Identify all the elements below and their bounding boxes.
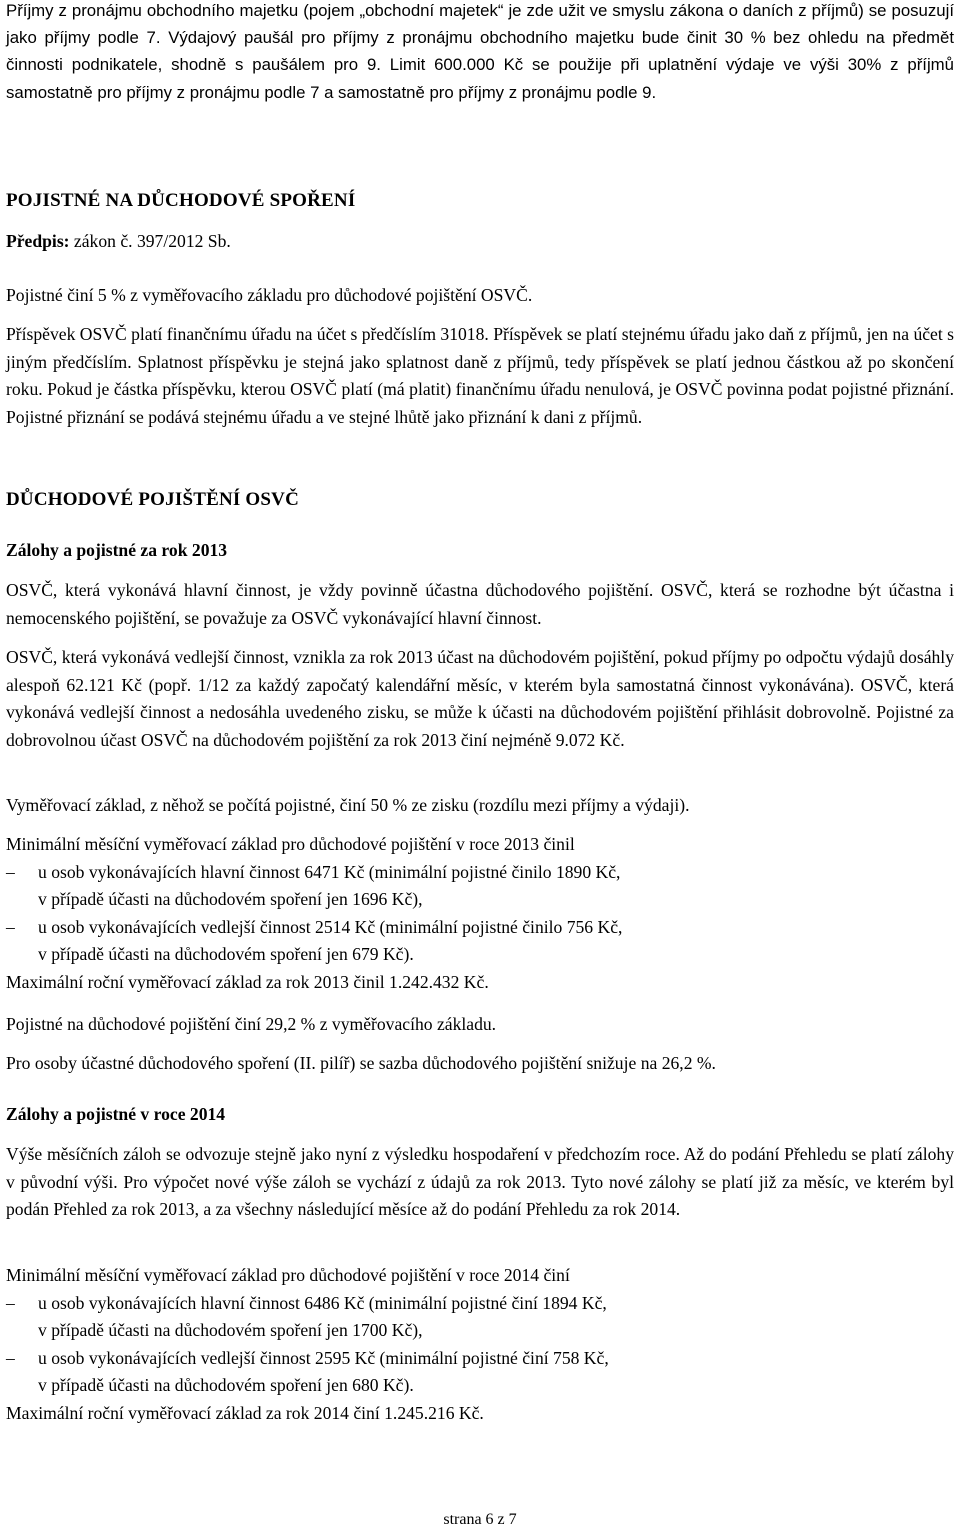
section2-paragraph-3: Vyměřovací základ, z něhož se počítá pojistné, činí 50 % ze zisku (rozdílu mezi příjmy a výdaji). xyxy=(6,795,690,815)
list-item-line: u osob vykonávajících hlavní činnost 6471 Kč (minimální pojistné činilo 1890 Kč, xyxy=(38,861,621,882)
page-number: strana 6 z 7 xyxy=(443,1511,517,1528)
predpis-value: zákon č. 397/2012 Sb. xyxy=(69,231,231,251)
rate-reduced-paragraph: Pro osoby účastné důchodového spoření (II. pilíř) se sazba důchodového pojištění snižuje na 26,2 %. xyxy=(6,1053,716,1073)
minimum-2013-block xyxy=(6,831,954,996)
maximum-2013: Maximální roční vyměřovací základ za rok 2013 činil 1.242.432 Kč. xyxy=(6,971,489,992)
list-item-line: u osob vykonávajících vedlejší činnost 2514 Kč (minimální pojistné činilo 756 Kč, xyxy=(38,916,623,937)
minimum-2014-block xyxy=(6,1262,954,1427)
list-item-line: v případě účasti na důchodovém spoření jen 1700 Kč), xyxy=(38,1320,423,1340)
section1-heading: POJISTNÉ NA DŮCHODOVÉ SPOŘENÍ xyxy=(6,190,356,211)
minimum-2013-intro: Minimální měsíční vyměřovací základ pro důchodové pojištění v roce 2013 činil xyxy=(6,834,575,854)
intro-paragraph: Příjmy z pronájmu obchodního majetku (pojem „obchodní majetek“ je zde užit ve smyslu zákona o daních z příjmů) se posuzují jako příjmy podle 7. Výdajový paušál pro příjmy z pronájmu obchodního majetku bude činit 30 % bez ohledu na předmět činnosti podnikatele, shodně s paušálem pro 9. Limit 600.000 Kč se použije při uplatnění výdaje ve výši 30% z příjmů samostatně pro příjmy z pronájmu podle 7 a samostatně pro příjmy z pronájmu podle 9. xyxy=(6,1,954,102)
list-item-line: v případě účasti na důchodovém spoření jen 1696 Kč), xyxy=(38,889,423,909)
list-item-line: v případě účasti na důchodovém spoření jen 679 Kč). xyxy=(38,944,414,964)
predpis-line xyxy=(6,228,231,256)
dash-bullet: – xyxy=(6,861,15,882)
predpis-label: Předpis: xyxy=(6,231,70,251)
list-item-line: u osob vykonávajících hlavní činnost 6486 Kč (minimální pojistné činí 1894 Kč, xyxy=(38,1292,607,1313)
list-item-line: v případě účasti na důchodovém spoření jen 680 Kč). xyxy=(38,1375,414,1395)
dash-bullet: – xyxy=(6,1292,15,1313)
list-item xyxy=(6,1345,954,1400)
list-item xyxy=(6,1290,954,1345)
maximum-2014: Maximální roční vyměřovací základ za rok 2014 činí 1.245.216 Kč. xyxy=(6,1402,484,1423)
list-item-line: u osob vykonávajících vedlejší činnost 2595 Kč (minimální pojistné činí 758 Kč, xyxy=(38,1347,609,1368)
rate-paragraph: Pojistné na důchodové pojištění činí 29,2 % z vyměřovacího základu. xyxy=(6,1014,497,1034)
minimum-2014-intro: Minimální měsíční vyměřovací základ pro důchodové pojištění v roce 2014 činí xyxy=(6,1265,570,1285)
subheading-2013: Zálohy a pojistné za rok 2013 xyxy=(6,540,228,560)
dash-bullet: – xyxy=(6,916,15,937)
list-item xyxy=(6,914,954,969)
section2-paragraph-1: OSVČ, která vykonává hlavní činnost, je vždy povinně účastna důchodového pojištění. OSVČ, která se rozhodne být účastna i nemocenského pojištění, se považuje za OSVČ vykonávající hlavní činnost. xyxy=(6,580,954,628)
section1-paragraph-2: Příspěvek OSVČ platí finančnímu úřadu na účet s předčíslím 31018. Příspěvek se platí stejnému úřadu jako daň z příjmů, jen na účet s jiným předčíslím. Splatnost příspěvku je stejná jako splatnost daně z příjmů, tedy příspěvek se platí jednou částkou až po skončení roku. Pokud je částka příspěvku, kterou OSVČ platí (má platit) finančnímu úřadu nenulová, je OSVČ povinna podat pojistné přiznání. Pojistné přiznání se podává stejnému úřadu a ve stejné lhůtě jako přiznání k dani z příjmů. xyxy=(6,324,954,427)
dash-bullet: – xyxy=(6,1347,15,1368)
list-item xyxy=(6,859,954,914)
section2-heading: DŮCHODOVÉ POJIŠTĚNÍ OSVČ xyxy=(6,489,300,510)
section2-paragraph-4: Výše měsíčních záloh se odvozuje stejně jako nyní z výsledku hospodaření v předchozím roce. Až do podání Přehledu se platí zálohy v původní výši. Pro výpočet nové výše záloh se vychází z údajů za rok 2013. Tyto nové zálohy se platí již za měsíc, ve kterém byl podán Přehled za rok 2013, a za všechny následující měsíce až do podání Přehledu za rok 2014. xyxy=(6,1144,954,1219)
section2-paragraph-2: OSVČ, která vykonává vedlejší činnost, vznikla za rok 2013 účast na důchodovém pojištění, pokud příjmy po odpočtu výdajů dosáhly alespoň 62.121 Kč (popř. 1/12 za každý započatý kalendářní měsíc, v kterém byla samostatná činnost vykonávána). OSVČ, která vykonává vedlejší činnost a nedosáhla uvedeného zisku, se může k účasti na důchodovém pojištění přihlásit dobrovolně. Pojistné za dobrovolnou účast OSVČ na důchodovém pojištění za rok 2013 činí nejméně 9.072 Kč. xyxy=(6,647,954,750)
section1-paragraph-1: Pojistné činí 5 % z vyměřovacího základu pro důchodové pojištění OSVČ. xyxy=(6,285,533,305)
subheading-2014: Zálohy a pojistné v roce 2014 xyxy=(6,1104,226,1124)
